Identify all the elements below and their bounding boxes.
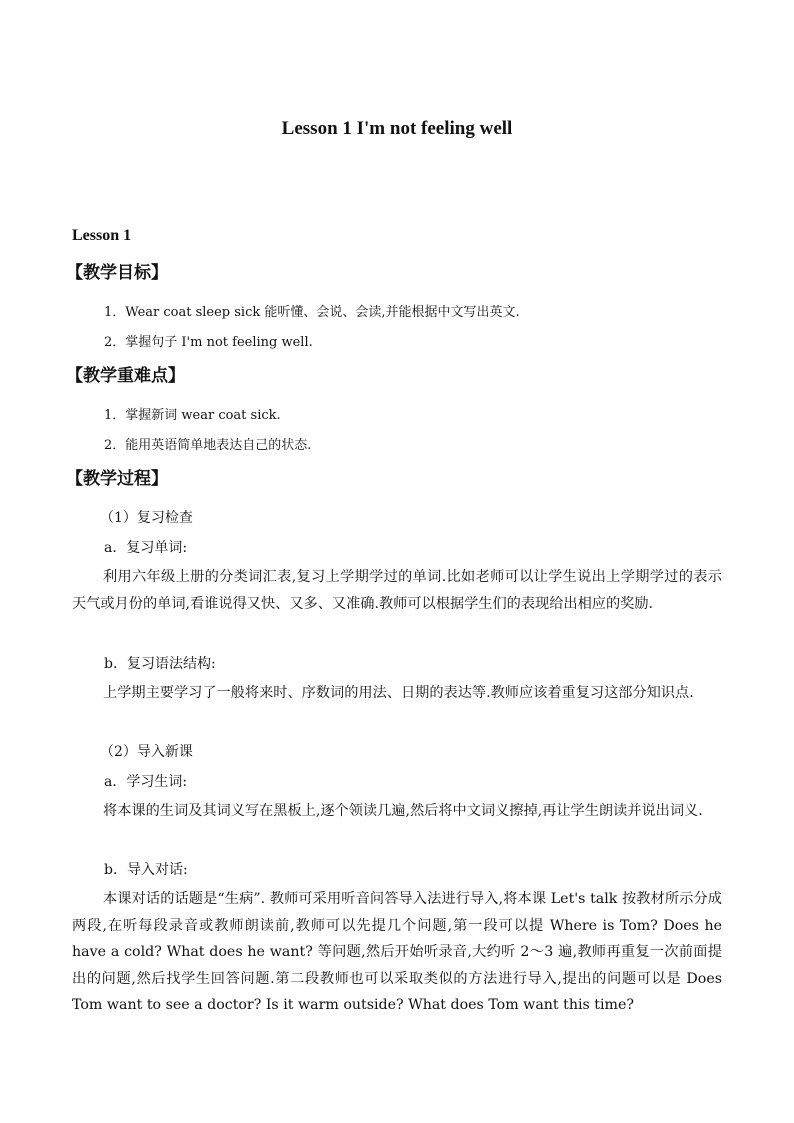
process-paragraph: 本课对话的话题是“生病”. 教师可采用听音问答导入法进行导入,将本课 Let's talk 按教材所示分成两段,在听每段录音或教师朗读前,教师可以先提几个问题,第一段可以提 Where is Tom? Does he have a cold? What does he want? 等问题,然后开始听录音,大约听 2～3 遍,教师再重复一次前面提出的问题,然后找学生回答问题.第二段教师也可以采取类似的方法进行导入,提出的问题可以是 Does Tom want to see a doctor? Is it warm outside? What does Tom want this time? <box>72 891 722 1013</box>
section-heading-process: 【教学过程】 <box>66 469 168 489</box>
process-paragraph: 上学期主要学习了一般将来时、序数词的用法、日期的表达等.教师应该着重复习这部分知识点. <box>103 685 694 701</box>
process-step-heading: （2）导入新课 <box>100 744 193 760</box>
objective-item: 1．Wear coat sleep sick 能听懂、会说、会读,并能根据中文写出英文. <box>104 305 520 320</box>
section-heading-key-points: 【教学重难点】 <box>66 366 185 386</box>
document-title: Lesson 1 I'm not feeling well <box>281 118 513 139</box>
objective-item: 2．掌握句子 I'm not feeling well. <box>104 335 313 350</box>
section-heading-objectives: 【教学目标】 <box>66 263 168 283</box>
process-substep-label: a．复习单词: <box>104 540 188 556</box>
key-point-item: 2．能用英语简单地表达自己的状态. <box>104 438 312 453</box>
lesson-heading: Lesson 1 <box>72 227 132 244</box>
process-step-heading: （1）复习检查 <box>100 510 193 526</box>
key-point-item: 1．掌握新词 wear coat sick. <box>104 408 281 423</box>
process-substep-label: a．学习生词: <box>104 774 188 790</box>
process-substep-label: b．导入对话: <box>104 862 188 878</box>
process-paragraph: 将本课的生词及其词义写在黑板上,逐个领读几遍,然后将中文词义擦掉,再让学生朗读并说出词义. <box>103 803 703 819</box>
process-paragraph: 利用六年级上册的分类词汇表,复习上学期学过的单词.比如老师可以让学生说出上学期学过的表示天气或月份的单词,看谁说得又快、又多、又准确.教师可以根据学生们的表现给出相应的奖励. <box>72 569 722 612</box>
process-substep-label: b．复习语法结构: <box>104 656 216 672</box>
